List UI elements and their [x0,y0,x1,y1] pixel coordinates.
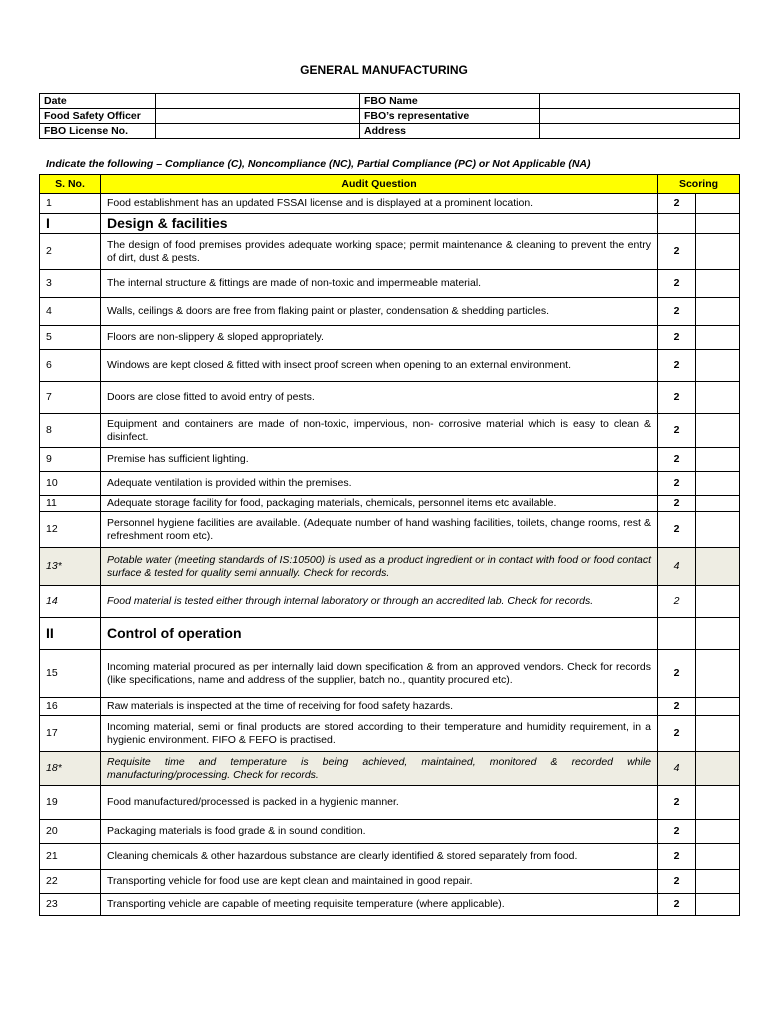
audit-question: Floors are non-slippery & sloped appropriately. [101,326,658,350]
score-value: 2 [658,496,696,512]
score-value: 2 [658,586,696,618]
score-value [658,214,696,234]
serial-number: 8 [40,414,101,448]
audit-question: Raw materials is inspected at the time of receiving for food safety hazards. [101,698,658,716]
score-value: 4 [658,752,696,786]
table-row [40,870,740,894]
table-row [40,512,740,548]
serial-number: 18* [40,752,101,786]
table-row [40,894,740,916]
compliance-entry-cell[interactable] [696,870,740,894]
fbo-license-field[interactable] [156,124,360,139]
food-safety-officer-field[interactable] [156,109,360,124]
table-row [40,844,740,870]
serial-number: 1 [40,194,101,214]
audit-question: Windows are kept closed & fitted with insect proof screen when opening to an external environment. [101,350,658,382]
score-value: 2 [658,820,696,844]
score-value: 2 [658,698,696,716]
serial-number: 15 [40,650,101,698]
table-row [40,548,740,586]
compliance-entry-cell[interactable] [696,698,740,716]
audit-question: Food establishment has an updated FSSAI license and is displayed at a prominent location. [101,194,658,214]
compliance-entry-cell[interactable] [696,382,740,414]
fbo-details-row [40,109,740,124]
score-value: 2 [658,298,696,326]
compliance-entry-cell[interactable] [696,618,740,650]
compliance-instruction: Indicate the following – Compliance (C), Noncompliance (NC), Partial Compliance (PC) or Not Applicable (NA) [46,158,591,170]
table-row [40,234,740,270]
compliance-entry-cell[interactable] [696,194,740,214]
table-row [40,820,740,844]
table-row [40,786,740,820]
table-row [40,194,740,214]
audit-question: Transporting vehicle for food use are kept clean and maintained in good repair. [101,870,658,894]
serial-number: 7 [40,382,101,414]
audit-question: Transporting vehicle are capable of meeting requisite temperature (where applicable). [101,894,658,916]
compliance-entry-cell[interactable] [696,234,740,270]
fbo-details-row [40,124,740,139]
audit-question: Adequate ventilation is provided within the premises. [101,472,658,496]
score-value: 2 [658,194,696,214]
table-row [40,382,740,414]
serial-number: 4 [40,298,101,326]
audit-question-column-header: Audit Question [101,175,658,194]
compliance-entry-cell[interactable] [696,472,740,496]
compliance-entry-cell[interactable] [696,270,740,298]
compliance-entry-cell[interactable] [696,894,740,916]
score-value: 2 [658,716,696,752]
serial-number: 3 [40,270,101,298]
audit-question: Food material is tested either through internal laboratory or through an accredited lab. Check for records. [101,586,658,618]
compliance-entry-cell[interactable] [696,844,740,870]
serial-number: 19 [40,786,101,820]
serial-number: 9 [40,448,101,472]
table-row [40,350,740,382]
audit-table [39,174,740,916]
score-value: 2 [658,234,696,270]
table-row [40,698,740,716]
section-title: Control of operation [101,618,658,650]
audit-question: Incoming material procured as per internally laid down specification & from an approved vendors. Check for records (like specifications, name and address of the supplier, batch no., quantity procured etc). [101,650,658,698]
table-row [40,298,740,326]
audit-question: Adequate storage facility for food, packaging materials, chemicals, personnel items etc available. [101,496,658,512]
score-value: 2 [658,472,696,496]
audit-question: Food manufactured/processed is packed in a hygienic manner. [101,786,658,820]
table-row [40,496,740,512]
serial-number: 11 [40,496,101,512]
serial-number: 12 [40,512,101,548]
audit-question: Cleaning chemicals & other hazardous substance are clearly identified & stored separately from food. [101,844,658,870]
table-row [40,650,740,698]
score-value: 2 [658,326,696,350]
fbo-details-row [40,94,740,109]
compliance-entry-cell[interactable] [696,752,740,786]
score-value: 2 [658,512,696,548]
serial-number: II [40,618,101,650]
audit-question: The internal structure & fittings are made of non-toxic and impermeable material. [101,270,658,298]
serial-number: 2 [40,234,101,270]
audit-question: Requisite time and temperature is being achieved, maintained, monitored & recorded while manufacturing/processing. Check for records. [101,752,658,786]
score-value: 2 [658,650,696,698]
table-row [40,270,740,298]
food-safety-officer-label: Food Safety Officer [40,109,156,124]
compliance-entry-cell[interactable] [696,496,740,512]
score-value: 2 [658,844,696,870]
score-value: 2 [658,448,696,472]
fbo-name-label: FBO Name [360,94,540,109]
address-label: Address [360,124,540,139]
table-row [40,752,740,786]
score-value: 2 [658,350,696,382]
compliance-entry-cell[interactable] [696,350,740,382]
compliance-entry-cell[interactable] [696,716,740,752]
audit-table-header [40,175,740,194]
compliance-entry-cell[interactable] [696,650,740,698]
fbo-details-table [39,93,740,139]
score-value: 2 [658,270,696,298]
address-field[interactable] [540,124,740,139]
serial-number: 5 [40,326,101,350]
serial-number: 17 [40,716,101,752]
table-row [40,472,740,496]
serial-number: 22 [40,870,101,894]
serial-number: 16 [40,698,101,716]
audit-question: Premise has sufficient lighting. [101,448,658,472]
fbo-representative-label: FBO’s representative [360,109,540,124]
compliance-entry-cell[interactable] [696,414,740,448]
score-value [658,618,696,650]
compliance-entry-cell[interactable] [696,448,740,472]
document-title: GENERAL MANUFACTURING [300,63,468,77]
serial-number: 20 [40,820,101,844]
serial-number: 13* [40,548,101,586]
compliance-entry-cell[interactable] [696,548,740,586]
table-row [40,414,740,448]
serial-number: 21 [40,844,101,870]
scoring-column-header: Scoring [658,175,740,194]
audit-question: Packaging materials is food grade & in sound condition. [101,820,658,844]
table-row [40,448,740,472]
score-value: 2 [658,382,696,414]
audit-question: Doors are close fitted to avoid entry of pests. [101,382,658,414]
table-row [40,326,740,350]
audit-question: Personnel hygiene facilities are available. (Adequate number of hand washing facilities, toilets, change rooms, rest & refreshment room etc). [101,512,658,548]
table-row [40,716,740,752]
serial-number: I [40,214,101,234]
audit-question: Incoming material, semi or final products are stored according to their temperature and humidity requirement, in a hygienic environment. FIFO & FEFO is practised. [101,716,658,752]
serial-number: 10 [40,472,101,496]
score-value: 4 [658,548,696,586]
date-label: Date [40,94,156,109]
audit-question: Walls, ceilings & doors are free from flaking paint or plaster, condensation & shedding particles. [101,298,658,326]
serial-number: 23 [40,894,101,916]
compliance-entry-cell[interactable] [696,298,740,326]
compliance-entry-cell[interactable] [696,214,740,234]
score-value: 2 [658,414,696,448]
compliance-entry-cell[interactable] [696,786,740,820]
audit-question: The design of food premises provides adequate working space; permit maintenance & cleaning to prevent the entry of dirt, dust & pests. [101,234,658,270]
fbo-license-label: FBO License No. [40,124,156,139]
audit-question: Equipment and containers are made of non-toxic, impervious, non- corrosive material which is easy to clean & disinfect. [101,414,658,448]
audit-question: Potable water (meeting standards of IS:10500) is used as a product ingredient or in contact with food or food contact surface & tested for quality semi annually. Check for records. [101,548,658,586]
fbo-representative-field[interactable] [540,109,740,124]
section-row [40,618,740,650]
section-row [40,214,740,234]
compliance-entry-cell[interactable] [696,326,740,350]
compliance-entry-cell[interactable] [696,820,740,844]
serial-number: 14 [40,586,101,618]
compliance-entry-cell[interactable] [696,512,740,548]
score-value: 2 [658,786,696,820]
compliance-entry-cell[interactable] [696,586,740,618]
section-title: Design & facilities [101,214,658,234]
table-row [40,586,740,618]
fbo-name-field[interactable] [540,94,740,109]
score-value: 2 [658,894,696,916]
score-value: 2 [658,870,696,894]
serial-number: 6 [40,350,101,382]
sno-column-header: S. No. [40,175,101,194]
date-field[interactable] [156,94,360,109]
